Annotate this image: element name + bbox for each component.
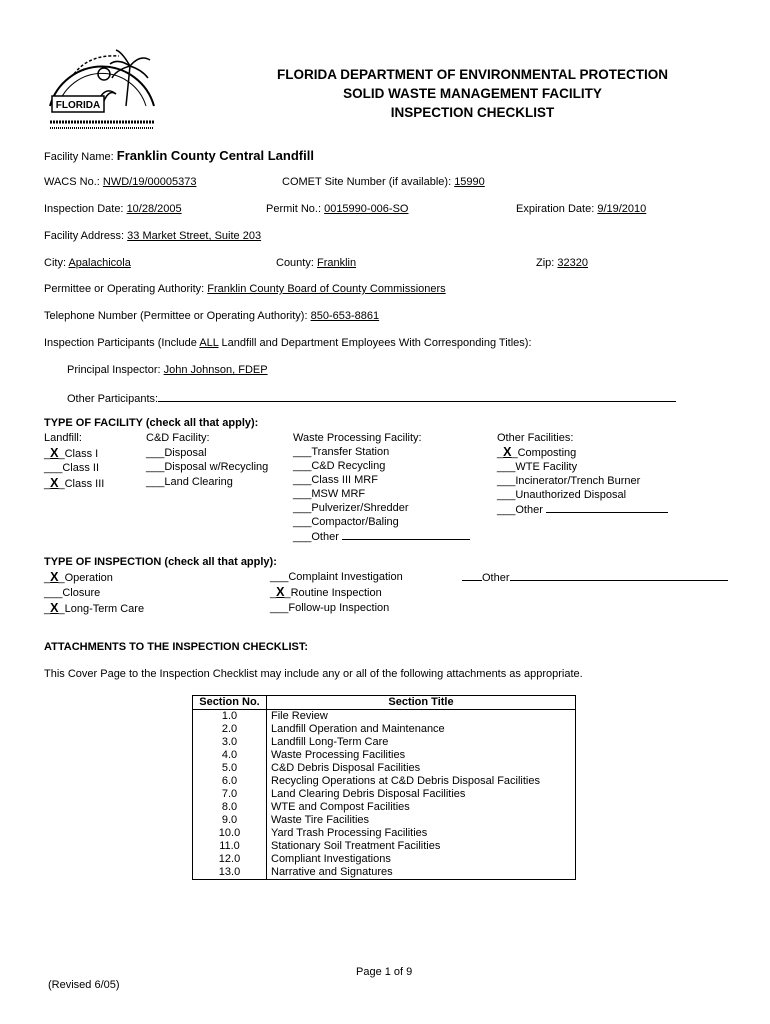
principal-value: John Johnson, FDEP [163,364,268,376]
section-number: 13.0 [193,866,267,880]
inspection-option[interactable]: _X_Routine Inspection [270,585,382,599]
table-row [193,840,576,853]
waste-head: Waste Processing Facility: [293,432,422,444]
participants-row: Inspection Participants (Include ALL Landfill and Department Employees With Corresponding Titles): [44,337,532,349]
inspection-option[interactable]: ___Closure [44,587,101,599]
table-row [193,775,576,788]
county-value: Franklin [316,257,357,269]
inspection-option[interactable]: ___Follow-up Inspection [270,602,390,614]
phone-value: 850-653-8861 [310,310,380,322]
phone-label: Telephone Number (Permittee or Operating Authority): [44,310,308,322]
section-number: 8.0 [193,801,267,814]
inspection-option[interactable]: _X_Long-Term Care [44,601,145,615]
waste-column [293,431,470,544]
phone-row [44,310,379,322]
section-number: 6.0 [193,775,267,788]
permittee-value: Franklin County Board of County Commissioners [207,283,446,295]
page-title-3: INSPECTION CHECKLIST [390,105,555,120]
other-participants-line[interactable] [158,391,676,402]
city-label: City: [44,257,66,269]
section-number: 2.0 [193,723,267,736]
address-row [44,230,261,242]
landfill-option[interactable]: ___Class II [44,462,100,474]
waste-option[interactable]: ___Other [293,529,470,544]
waste-option[interactable]: ___Transfer Station [293,446,390,458]
comet-value: 15990 [454,176,485,188]
city-row [44,257,131,269]
section-title: Landfill Operation and Maintenance [267,723,576,736]
section-title: Land Clearing Debris Disposal Facilities [267,788,576,801]
section-number: 12.0 [193,853,267,866]
section-title: File Review [267,710,576,724]
facility-name-label: Facility Name: [44,151,114,163]
section-title: Landfill Long-Term Care [267,736,576,749]
expiration-label: Expiration Date: [516,203,595,215]
inspection-col-2 [270,570,403,616]
table-row [193,736,576,749]
section-title: Waste Tire Facilities [267,814,576,827]
table-row [193,723,576,736]
section-title: Compliant Investigations [267,853,576,866]
landfill-column [44,431,104,491]
other-facilities-column [497,431,668,517]
facility-name: Franklin County Central Landfill [116,148,314,163]
other-facility-option[interactable]: _X_Composting [497,445,577,459]
section-number: 9.0 [193,814,267,827]
waste-option[interactable]: ___MSW MRF [293,488,366,500]
table-row [193,762,576,775]
other-facility-option[interactable]: ___WTE Facility [497,461,578,473]
wacs-row [44,176,196,188]
address-label: Facility Address: [44,230,125,242]
section-title: Stationary Soil Treatment Facilities [267,840,576,853]
table-row [193,788,576,801]
section-title: Narrative and Signatures [267,866,576,880]
wacs-label: WACS No.: [44,176,100,188]
inspection-date-row [44,203,182,215]
cd-head: C&D Facility: [146,432,210,444]
section-number: 10.0 [193,827,267,840]
city-value: Apalachicola [68,257,131,269]
permit-label: Permit No.: [266,203,322,215]
other-facility-option[interactable]: ___Other [497,502,668,517]
section-number: 3.0 [193,736,267,749]
comet-row [282,176,485,188]
landfill-option[interactable]: _X_Class I [44,445,99,460]
section-title: Recycling Operations at C&D Debris Disposal Facilities [267,775,576,788]
address-value: 33 Market Street, Suite 203 [127,230,262,242]
county-row [276,257,356,269]
dep-seal-logo [44,44,160,136]
section-title: WTE and Compost Facilities [267,801,576,814]
section-number: 11.0 [193,840,267,853]
waste-option[interactable]: ___Class III MRF [293,474,378,486]
zip-label: Zip: [536,257,555,269]
inspection-option[interactable]: _X_Operation [44,570,113,584]
section-title: Waste Processing Facilities [267,749,576,762]
section-number: 7.0 [193,788,267,801]
other-facility-option[interactable]: ___Incinerator/Trench Burner [497,475,641,487]
landfill-option[interactable]: _X_Class III [44,475,105,490]
permittee-label: Permittee or Operating Authority: [44,283,205,295]
permit-row [266,203,408,215]
landfill-head: Landfill: [44,432,82,444]
inspection-col-1 [44,570,144,617]
table-row [193,801,576,814]
revised-note: (Revised 6/05) [48,979,120,991]
table-row [193,749,576,762]
inspection-option[interactable]: ___Complaint Investigation [270,571,403,583]
waste-option[interactable]: ___Compactor/Baling [293,516,399,528]
other-participants-row [67,391,676,405]
zip-value: 32320 [557,257,588,269]
principal-label: Principal Inspector: [67,364,161,376]
expiration-row [516,203,646,215]
county-label: County: [276,257,314,269]
col-section-title: Section Title [267,696,576,710]
col-section-no: Section No. [193,696,267,710]
table-row [193,814,576,827]
inspection-date-label: Inspection Date: [44,203,124,215]
principal-inspector-row [67,364,268,376]
facility-type-heading: TYPE OF FACILITY (check all that apply): [44,417,259,429]
attachments-heading: ATTACHMENTS TO THE INSPECTION CHECKLIST: [44,641,308,653]
page-title-1: FLORIDA DEPARTMENT OF ENVIRONMENTAL PROTECTION [277,67,668,82]
section-number: 5.0 [193,762,267,775]
section-number: 1.0 [193,710,267,724]
other-participants-label: Other Participants: [67,393,159,405]
waste-option[interactable]: ___C&D Recycling [293,460,386,472]
waste-option[interactable]: ___Pulverizer/Shredder [293,502,409,514]
comet-label: COMET Site Number (if available): [282,176,452,188]
cd-column [146,431,268,489]
cd-option[interactable]: ___Disposal w/Recycling [146,461,269,473]
section-title: C&D Debris Disposal Facilities [267,762,576,775]
other-facility-option[interactable]: ___Unauthorized Disposal [497,489,627,501]
other-facilities-head: Other Facilities: [497,432,574,444]
page-number: Page 1 of 9 [356,966,413,978]
permit-value: 0015990-006-SO [324,203,409,215]
attachments-intro: This Cover Page to the Inspection Checklist may include any or all of the following attachments as appropriate. [44,668,583,680]
inspection-type-heading: TYPE OF INSPECTION (check all that apply): [44,556,277,568]
sections-table [192,695,576,880]
inspection-other[interactable]: Other [462,570,728,584]
table-row [193,827,576,840]
inspection-date-value: 10/28/2005 [126,203,182,215]
seal-text: FLORIDA [55,100,101,111]
section-number: 4.0 [193,749,267,762]
table-row [193,710,576,724]
facility-name-row [44,148,314,163]
cd-option[interactable]: ___Disposal [146,446,207,459]
zip-row [536,257,588,269]
section-title: Yard Trash Processing Facilities [267,827,576,840]
table-row [193,853,576,866]
wacs-value: NWD/19/00005373 [102,176,197,188]
cd-option[interactable]: ___Land Clearing [146,475,233,488]
page-title-2: SOLID WASTE MANAGEMENT FACILITY [343,86,602,101]
permittee-row [44,283,446,295]
table-row [193,866,576,880]
expiration-value: 9/19/2010 [597,203,647,215]
